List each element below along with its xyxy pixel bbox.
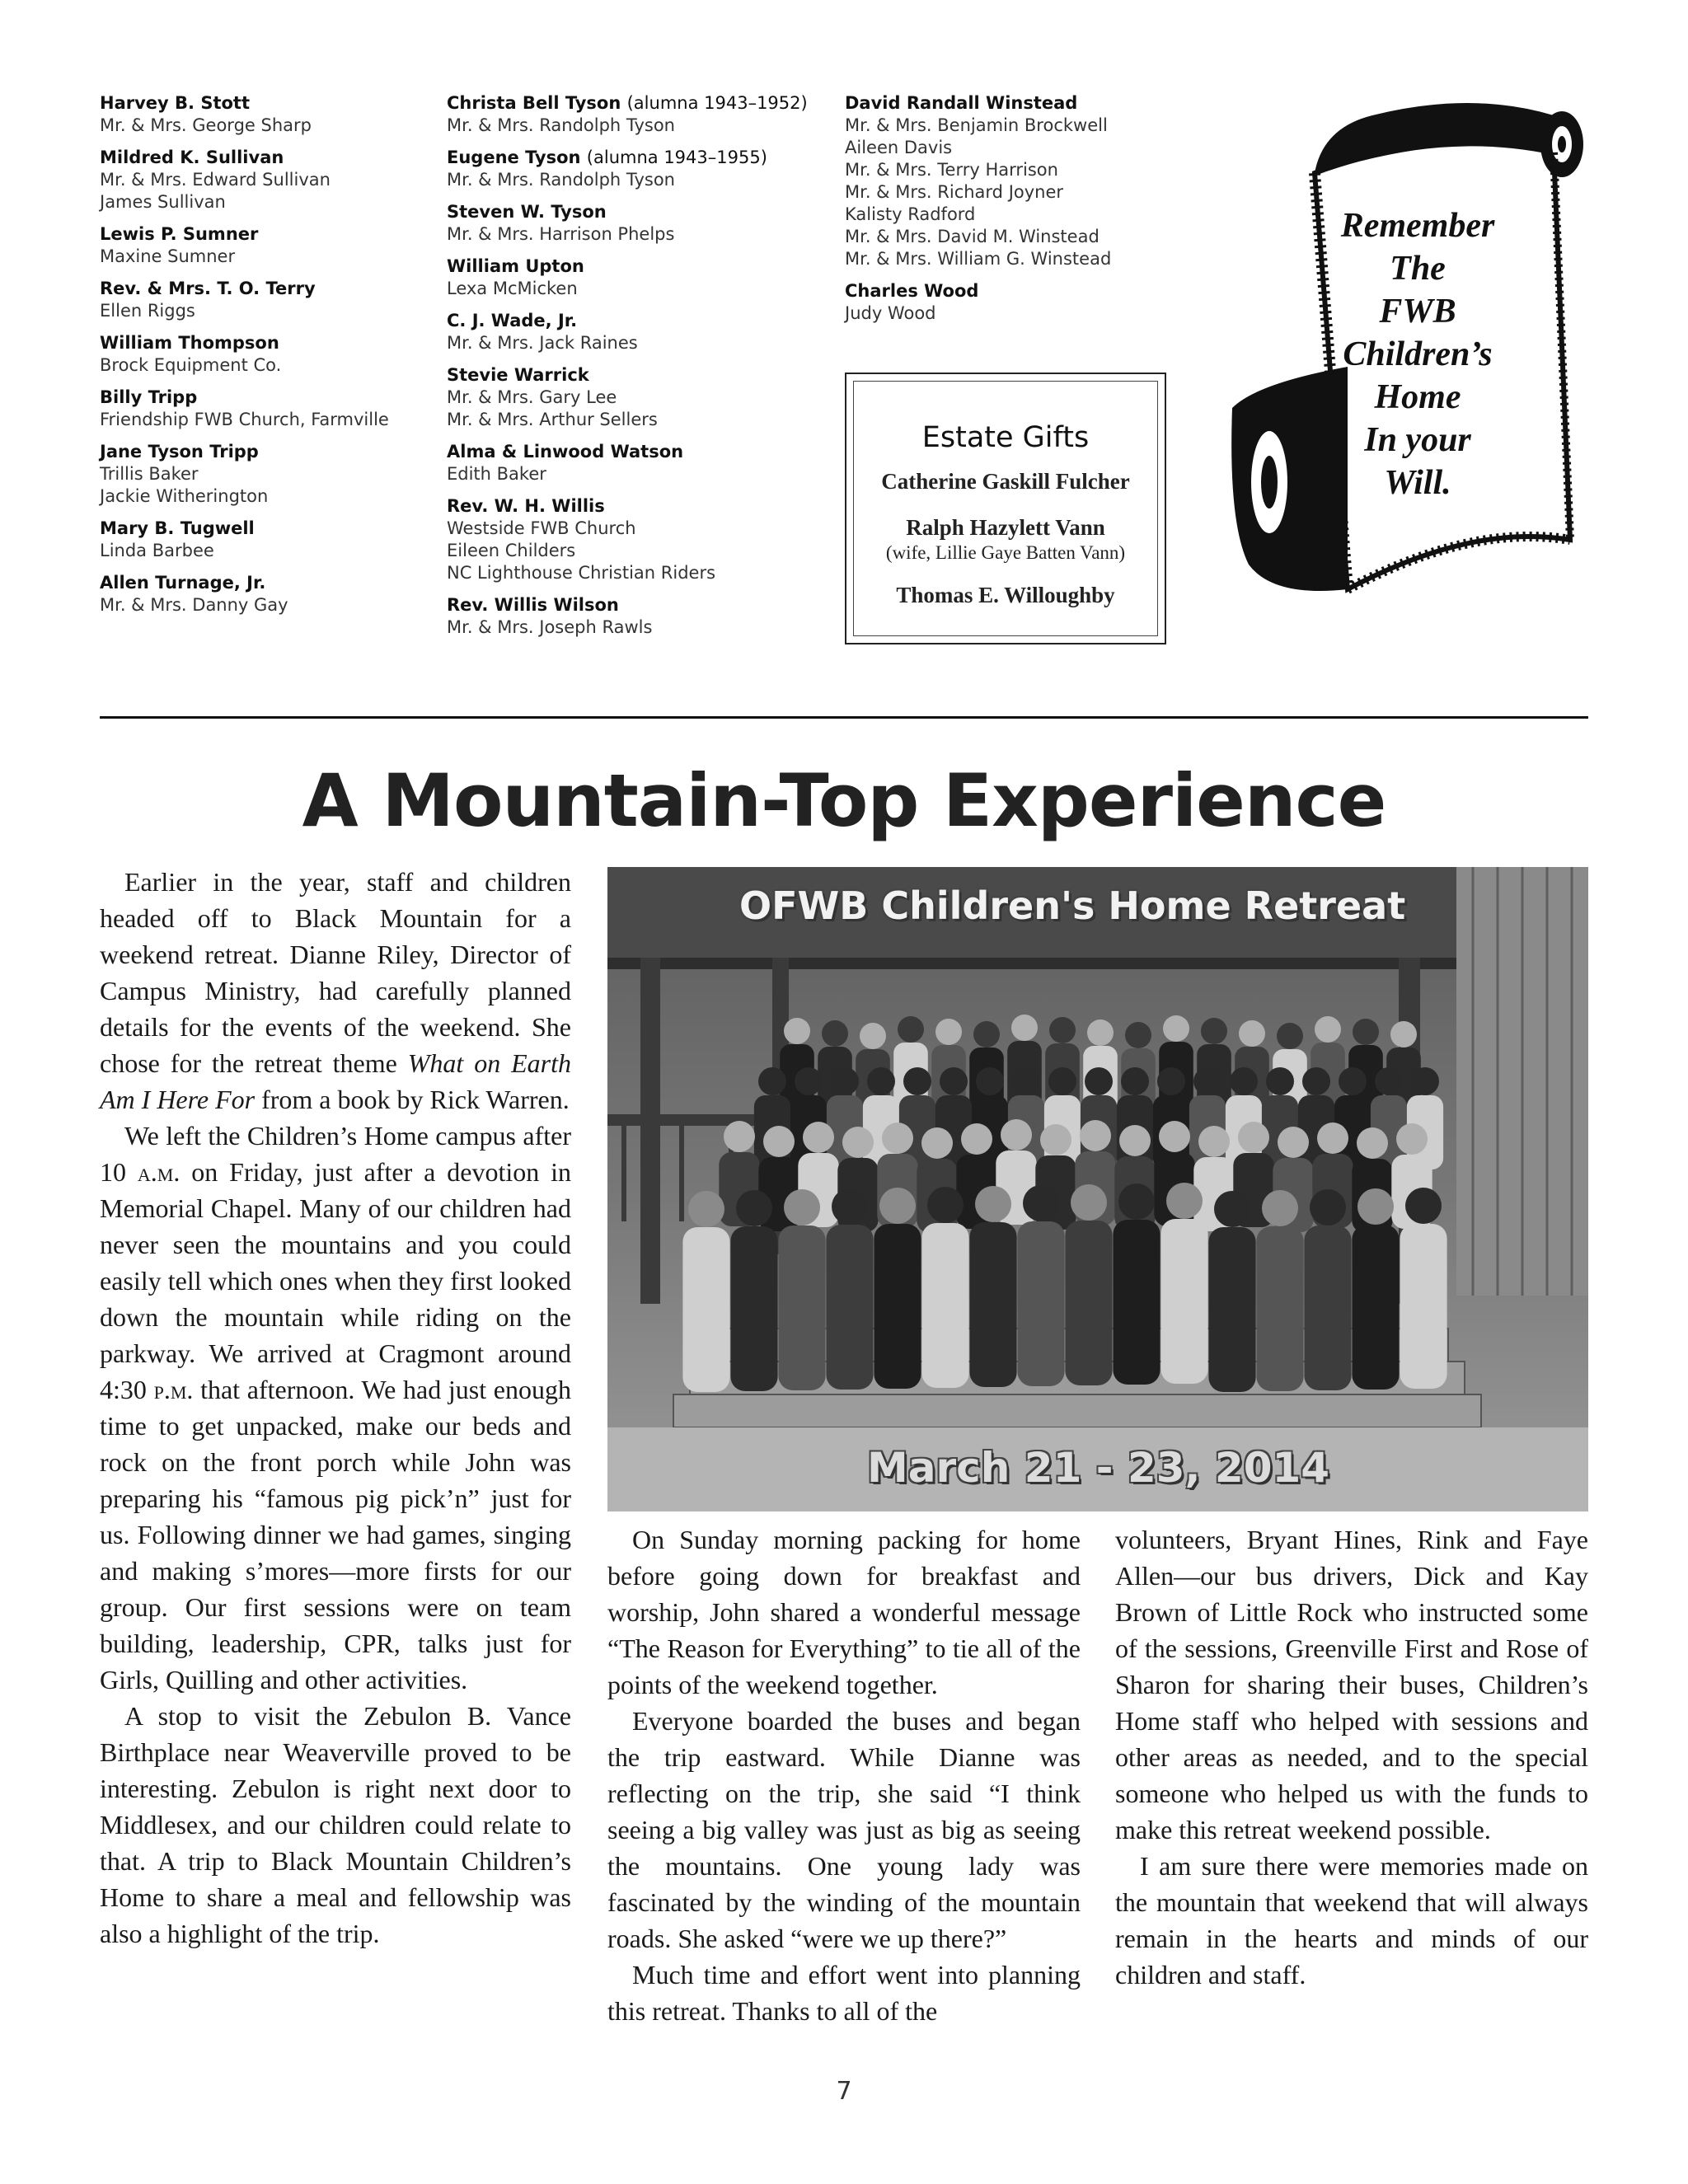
article-headline: A Mountain-Top Experience [302,758,1386,843]
memorial-entry [100,278,429,322]
photo-figure-head [1405,1188,1442,1224]
photo-figure-head [903,1067,931,1095]
memorial-entry [447,255,834,300]
photo-figure-head [1118,1183,1155,1220]
photo-figure-head [1163,1015,1189,1042]
giver-name: Linda Barbee [100,541,214,560]
photo-figure-head [784,1018,810,1044]
honoree-name: Christa Bell Tyson (alumna 1943–1952) [447,93,808,113]
photo-figure-head [822,1020,848,1047]
honoree-name: C. J. Wade, Jr. [447,311,578,330]
photo-figure-head [1396,1123,1428,1155]
photo-figure-head [1125,1022,1151,1048]
giver-name: Mr. & Mrs. Gary Lee [447,387,617,407]
memorial-entry [447,594,834,639]
honoree-name: Rev. & Mrs. T. O. Terry [100,279,316,298]
giver-name: Westside FWB Church [447,518,636,538]
memorial-entry [447,441,834,485]
photo-figure-head [976,1067,1004,1095]
estate-gifts-inner-border [853,381,1158,636]
photo-figure [1256,1226,1303,1391]
photo-title-overlay: OFWB Children's Home Retreat [739,883,1406,928]
photo-figure-head [724,1121,755,1152]
giver-name: Brock Equipment Co. [100,355,282,375]
memorial-entry [447,92,834,137]
photo-figure-head [1266,1067,1294,1095]
giver-name: James Sullivan [100,192,226,212]
estate-name: Ralph Hazylett Vann [906,515,1105,540]
giver-name: Judy Wood [845,303,936,323]
photo-figure-head [961,1123,992,1155]
photo-figure-head [1357,1188,1394,1225]
photo-figure-head [1375,1067,1403,1095]
photo-figure-head [1119,1125,1151,1156]
article-paragraph: Everyone boarded the buses and began the trip eastward. While Dianne was reflecting on the trip, she said “I think seeing a big valley was just as big as seeing the mountains. One young lady was fascinated by the winding of the mountain roads. She asked “were we up there?” [607,1706,1081,1953]
memorial-entry [447,201,834,246]
memorial-entry [100,332,429,377]
photo-figure-head [784,1189,820,1226]
giver-name: Eileen Childers [447,541,576,560]
photo-figure-head [1040,1124,1071,1155]
scroll-line: The [1390,250,1446,288]
photo-date-overlay: March 21 - 23, 2014 [867,1444,1330,1492]
photo-figure-head [1071,1184,1107,1221]
memorial-entry [447,364,834,431]
photo-figure [1065,1221,1112,1385]
giver-name: Mr. & Mrs. William G. Winstead [845,249,1112,269]
memorial-entry [447,147,834,191]
photo-figure-head [921,1127,953,1159]
honoree-note: (alumna 1943–1955) [586,148,767,167]
photo-figure [1352,1225,1399,1390]
photo-figure-head [1048,1067,1076,1095]
giver-name: Mr. & Mrs. Harrison Phelps [447,224,675,244]
giver-name: Kalisty Radford [845,204,976,224]
photo-figure [826,1225,873,1390]
photo-figure-head [882,1122,913,1154]
memorial-entry [845,92,1175,270]
photo-figure-head [1049,1017,1076,1043]
scroll-line: Home [1374,378,1461,416]
photo-figure-head [1390,1021,1417,1047]
photo-figure-head [795,1067,823,1095]
photo-figure [730,1226,777,1391]
honoree-name: Charles Wood [845,281,979,301]
photo-figure-head [935,1019,962,1045]
photo-figure-head [1214,1191,1250,1227]
photo-figure-head [1198,1126,1230,1157]
scroll-line: In your [1364,421,1471,459]
scroll-line: Remember [1340,207,1495,245]
photo-figure-head [940,1067,968,1095]
photo-figure [969,1222,1016,1387]
photo-figure-head [831,1067,859,1095]
photo-figure-head [898,1016,924,1043]
giver-name: Mr. & Mrs. Randolph Tyson [447,170,675,190]
estate-name: Catherine Gaskill Fulcher [881,469,1130,494]
scroll-text [1286,204,1550,504]
article-column-2 [607,1521,1081,2029]
giver-name: Mr. & Mrs. Danny Gay [100,595,288,615]
article-paragraph: On Sunday morning packing for home before going down for breakfast and worship, John shared a wonderful message “The Reason for Everything” to tie all of the points of the weekend together. [607,1525,1081,1699]
giver-name: Mr. & Mrs. Joseph Rawls [447,617,653,637]
photo-figure-head [1315,1016,1341,1043]
photo-figure-head [1012,1067,1040,1095]
photo-figure-head [758,1067,786,1095]
photo-figure [921,1223,968,1388]
photo-figure [778,1226,825,1390]
photo-figure-head [879,1188,916,1224]
memorial-entry [100,92,429,137]
giver-name: Mr. & Mrs. Richard Joyner [845,182,1064,202]
honoree-name: Mildred K. Sullivan [100,148,284,167]
page-number: 7 [836,2077,852,2106]
scroll-line: Will. [1384,464,1451,502]
photo-figure [682,1227,729,1392]
giver-name: Ellen Riggs [100,301,195,321]
photo-figure [1304,1226,1351,1390]
memorial-column-1 [100,92,429,626]
giver-name: Mr. & Mrs. Terry Harrison [845,160,1058,180]
giver-name: Edith Baker [447,464,546,484]
scroll-line: FWB [1379,293,1456,330]
photo-figure-head [1262,1190,1298,1226]
photo-figure [1160,1219,1207,1384]
memorial-column-3 [845,92,1175,335]
memorial-entry [100,572,429,616]
memorial-entry [100,518,429,562]
giver-name: Maxine Sumner [100,246,236,266]
photo-figure-head [1157,1067,1185,1095]
photo-figure-head [1238,1122,1269,1153]
photo-figure-head [1317,1122,1348,1154]
photo-figure-head [763,1126,795,1157]
giver-name: Mr. & Mrs. Edward Sullivan [100,170,331,190]
memorial-entry [447,310,834,354]
honoree-name: Allen Turnage, Jr. [100,573,266,593]
giver-name: Lexa McMicken [447,279,578,298]
scroll-line: Children’s [1343,335,1493,373]
photo-figure [1017,1221,1064,1386]
photo-figure-head [1277,1023,1303,1049]
photo-figure-head [832,1188,868,1225]
memorial-entry [100,441,429,508]
photo-figure-head [1239,1020,1265,1047]
photo-figure-head [1302,1067,1330,1095]
honoree-name: Lewis P. Sumner [100,224,259,244]
estate-gifts-title: Estate Gifts [921,421,1090,454]
estate-name-note: (wife, Lillie Gaye Batten Vann) [885,542,1126,563]
photo-figure-head [927,1187,964,1223]
honoree-name: William Upton [447,256,584,276]
giver-name: Mr. & Mrs. Randolph Tyson [447,115,675,135]
honoree-name: Stevie Warrick [447,365,589,385]
article-column-3 [1115,1521,1588,1993]
photo-figure-head [975,1186,1011,1222]
photo-figure [874,1224,921,1389]
photo-figure-head [1310,1189,1346,1226]
photo-figure-head [1411,1067,1439,1095]
giver-name: Friendship FWB Church, Farmville [100,410,389,429]
article-paragraph: Earlier in the year, staff and children headed off to Black Mountain for a weekend retreat. Dianne Riley, Director of Campus Ministry, had carefully planned details for the events of the weekend. She chose for the retreat theme What on Earth Am I Here For from a book by Rick Warren. [100,867,572,1114]
retreat-group-photo [607,867,1588,1511]
article-paragraph: I am sure there were memories made on the mountain that weekend that will always remain in the hearts and minds of our children and staff. [1115,1851,1588,1990]
photo-figure-head [1166,1183,1203,1219]
memorial-entry [845,280,1175,325]
article-paragraph: A stop to visit the Zebulon B. Vance Birthplace near Weaverville proved to be interesting. Zebulon is right next door to Middlesex, and our children could relate to that. A trip to Black Mountain Children’s Home to share a meal and fellowship was also a highlight of the trip. [100,1701,571,1948]
giver-name: Aileen Davis [845,138,953,157]
photo-figure-head [1001,1119,1032,1151]
photo-figure-head [803,1122,834,1153]
honoree-name: Eugene Tyson (alumna 1943–1955) [447,148,767,167]
photo-figure-head [1011,1015,1038,1041]
photo-figure [1208,1227,1255,1392]
photo-figure-head [867,1067,895,1095]
giver-name: Mr. & Mrs. George Sharp [100,115,312,135]
giver-name: NC Lighthouse Christian Riders [447,563,716,583]
estate-name: Thomas E. Willoughby [896,583,1115,607]
photo-figure-head [1121,1067,1149,1095]
article-paragraph: volunteers, Bryant Hines, Rink and Faye Allen—our bus drivers, Dick and Kay Brown of Little Rock who instructed some of the sessions, Greenville First and Rose of Sharon for sharing their buses, Children’s Home staff who helped with sessions and other areas as needed, and to the special someone who helped us with the funds to make this retreat weekend possible. [1115,1525,1588,1844]
memorial-entry [100,147,429,213]
honoree-name: Billy Tripp [100,387,198,407]
photo-figure-head [1087,1019,1114,1046]
honoree-note: (alumna 1943–1952) [626,93,808,113]
photo-figure-head [1080,1120,1111,1151]
giver-name: Jackie Witherington [100,486,269,506]
photo-figure-head [1357,1127,1388,1159]
photo-figure-head [1230,1067,1258,1095]
photo-figure-head [1085,1067,1113,1095]
photo-figure-head [973,1021,1000,1047]
memorial-entry [447,495,834,584]
honoree-name: David Randall Winstead [845,93,1078,113]
giver-name: Mr. & Mrs. Benjamin Brockwell [845,115,1108,135]
honoree-name: William Thompson [100,333,279,353]
memorial-entry [100,223,429,268]
honoree-name: Harvey B. Stott [100,93,250,113]
photo-figure-head [1339,1067,1367,1095]
photo-figure-head [1159,1121,1190,1152]
giver-name: Trillis Baker [100,464,199,484]
memorial-entry [100,387,429,431]
photo-figure-head [1278,1127,1309,1158]
honoree-name: Steven W. Tyson [447,202,607,222]
honoree-name: Rev. W. H. Willis [447,496,605,516]
memorial-column-2 [447,92,834,649]
photo-figure-head [842,1127,874,1158]
article-column-1 [100,864,571,1952]
giver-name: Mr. & Mrs. Arthur Sellers [447,410,658,429]
honoree-name: Alma & Linwood Watson [447,442,684,462]
photo-figure-head [1353,1019,1379,1045]
photo-figure-head [1201,1018,1227,1044]
photo-figure [1400,1224,1447,1389]
photo-figure-head [688,1191,724,1227]
honoree-name: Rev. Willis Wilson [447,595,619,615]
photo-figure-head [1023,1185,1059,1221]
photo-figure-head [736,1190,772,1226]
honoree-name: Mary B. Tugwell [100,518,255,538]
giver-name: Mr. & Mrs. David M. Winstead [845,227,1100,246]
estate-gifts-box [845,373,1166,644]
article-paragraph: Much time and effort went into planning this retreat. Thanks to all of the [607,1960,1081,2026]
honoree-name: Jane Tyson Tripp [100,442,259,462]
photo-figure [1113,1220,1160,1385]
giver-name: Mr. & Mrs. Jack Raines [447,333,638,353]
section-divider [100,716,1588,719]
photo-figure-head [860,1023,886,1049]
article-paragraph: We left the Children’s Home campus after 10 a.m. on Friday, just after a devotion in Memorial Chapel. Many of our children had never seen the mountains and you could easily tell which ones when they first looked down the mountain while riding on the parkway. We arrived at Cragmont around 4:30 p.m. that afternoon. We had just enough time to get unpacked, make our beds and rock on the front porch while John was preparing his “famous pig pick’n” just for us. Following dinner we had games, singing and making s’mores—more firsts for our group. Our first sessions were on team building, leadership, CPR, talks just for Girls, Quilling and other activities. [100,1121,572,1694]
photo-figure-head [1193,1067,1221,1095]
